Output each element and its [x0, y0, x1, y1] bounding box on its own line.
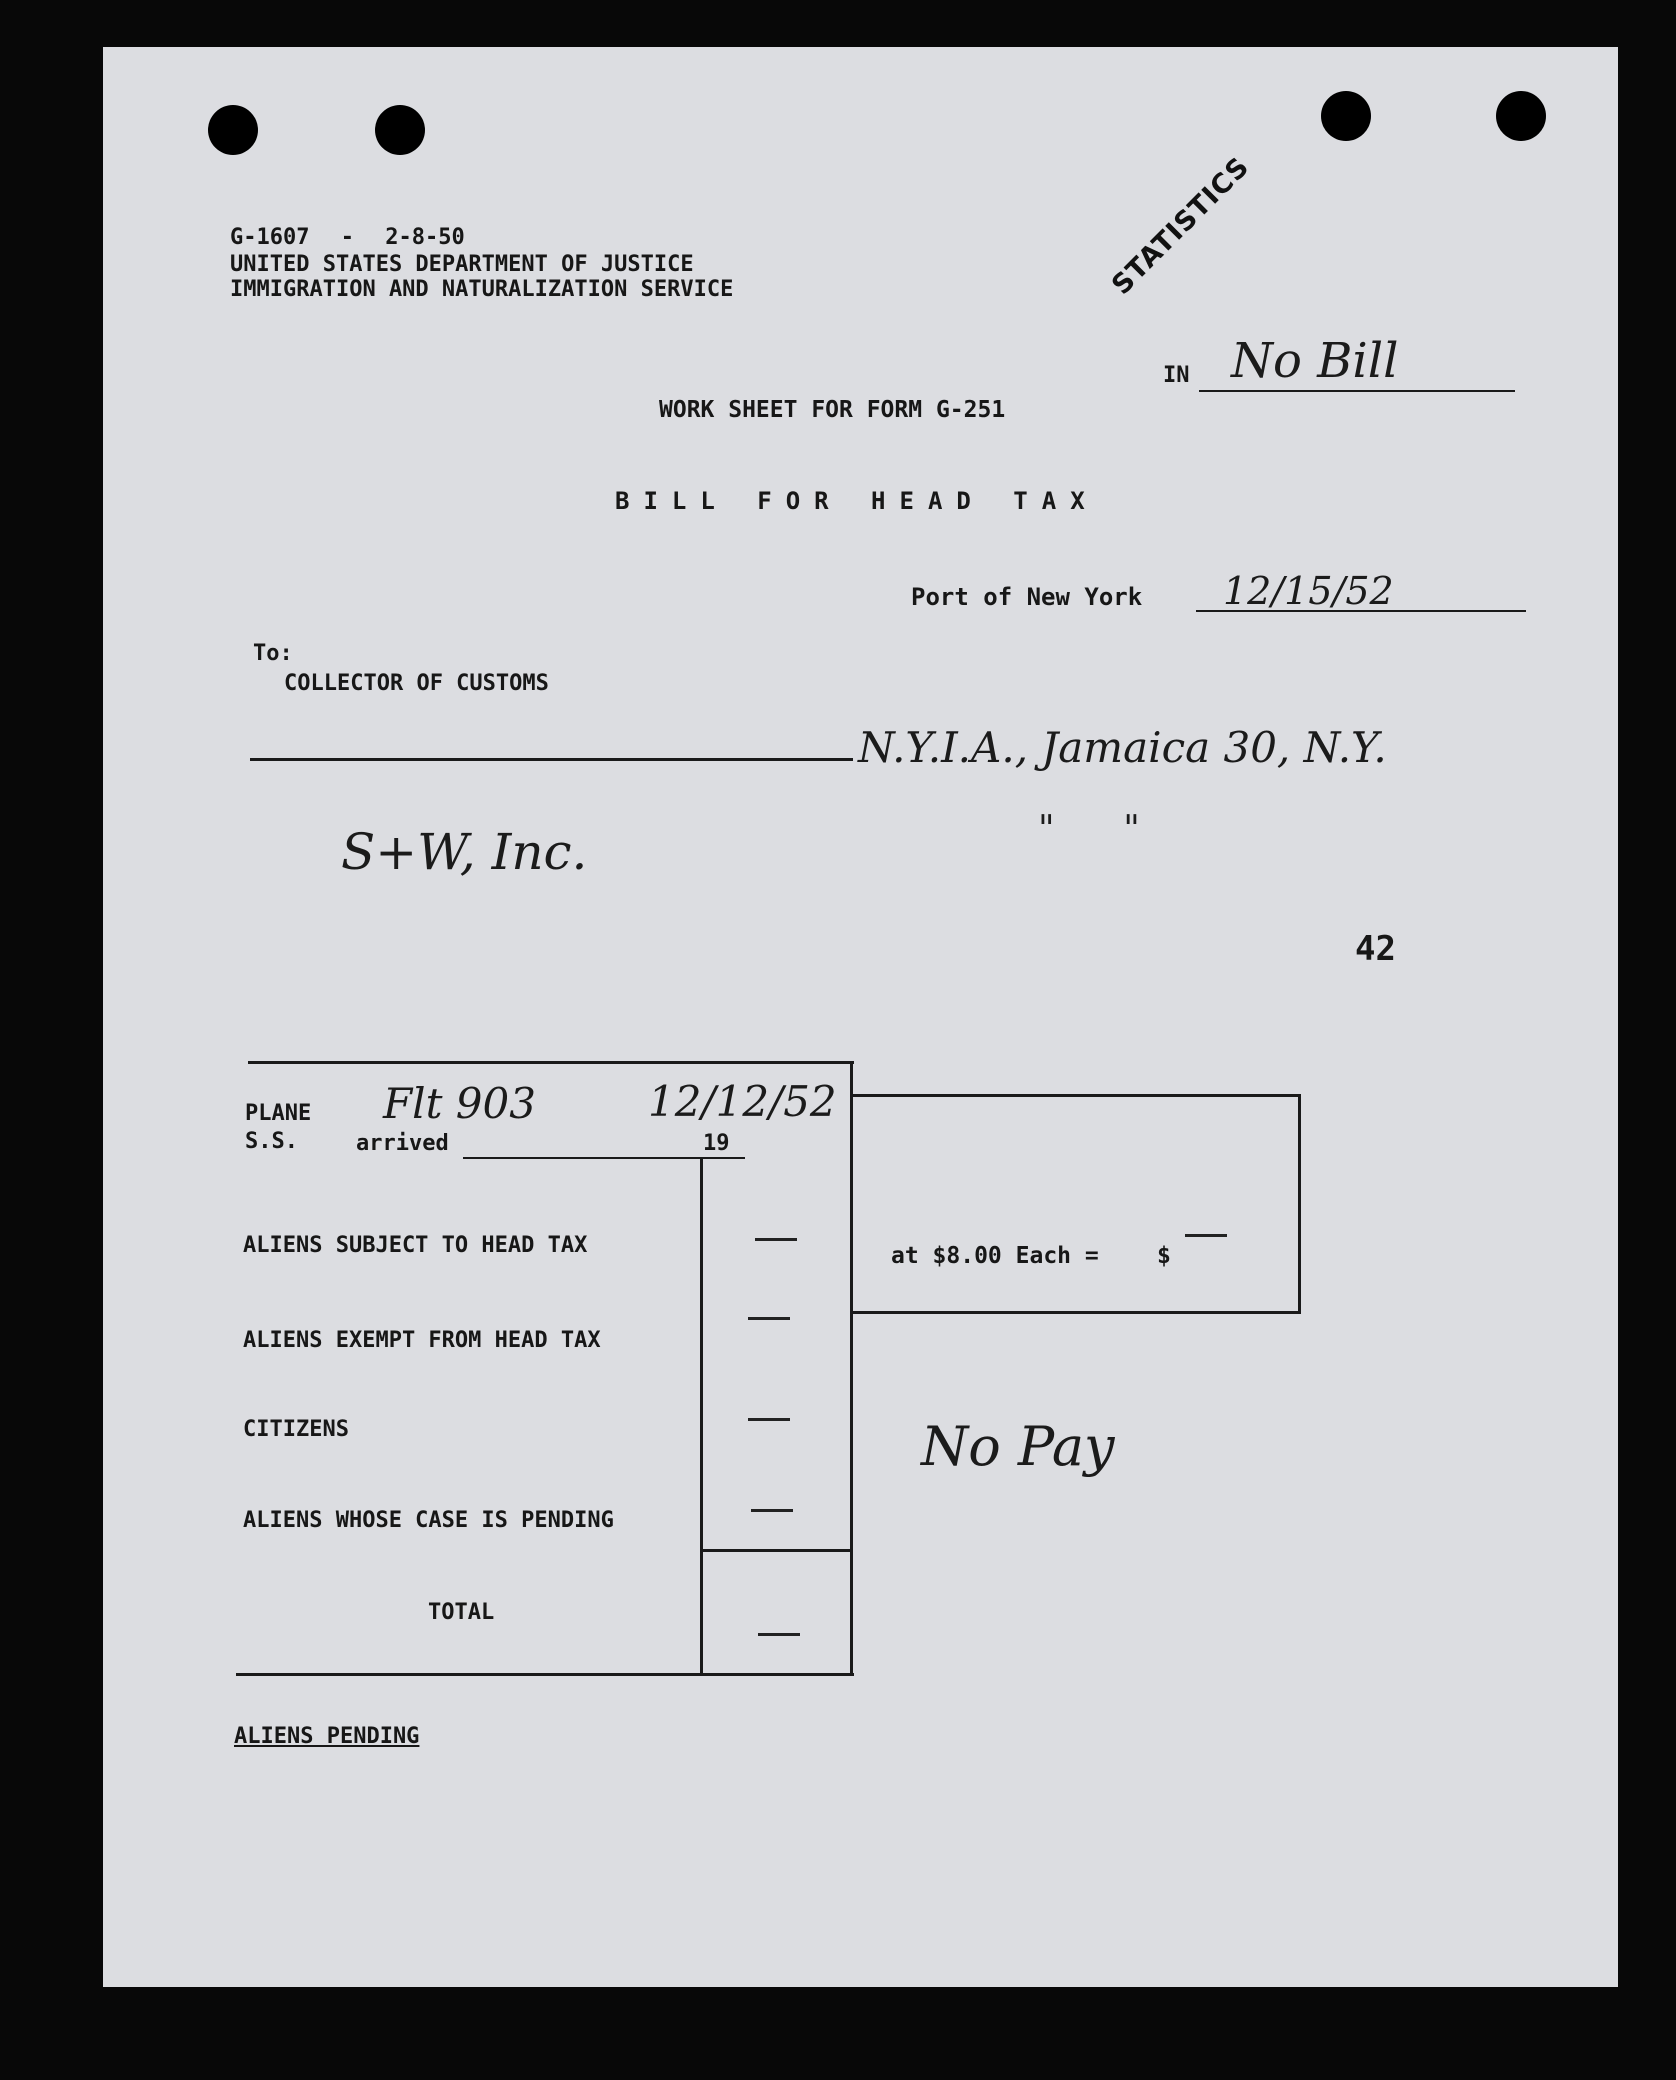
aliens-pending-heading: ALIENS PENDING	[234, 1724, 420, 1749]
port-label: Port of New York	[911, 583, 1143, 611]
to-label: To:	[253, 641, 293, 666]
row-label-aliens-exempt: ALIENS EXEMPT FROM HEAD TAX	[243, 1328, 601, 1353]
service-name: IMMIGRATION AND NATURALIZATION SERVICE	[230, 277, 734, 302]
in-label: IN	[1163, 363, 1190, 388]
form-code: G-1607	[230, 225, 310, 250]
rate-text: at $8.00 Each =	[891, 1243, 1099, 1269]
form-date: 2-8-50	[385, 225, 465, 250]
worksheet-title: WORK SHEET FOR FORM G-251	[659, 397, 1006, 423]
arrival-date-handwritten: 12/12/52	[648, 1077, 837, 1126]
punch-hole	[208, 105, 258, 155]
table-bottom-border	[236, 1673, 854, 1676]
year-prefix: 19	[703, 1131, 730, 1156]
document-page	[103, 47, 1618, 1987]
row-label-aliens-subject: ALIENS SUBJECT TO HEAD TAX	[243, 1233, 588, 1258]
table-right-border	[850, 1061, 853, 1675]
table-top-border	[248, 1061, 854, 1064]
punch-hole	[1496, 91, 1546, 141]
year-underline	[700, 1157, 745, 1159]
plane-label: PLANE	[245, 1101, 312, 1126]
punch-hole	[375, 105, 425, 155]
address-underline	[250, 758, 853, 761]
bill-title: BILL FOR HEAD TAX	[615, 487, 1099, 515]
ss-label: S.S.	[245, 1129, 298, 1154]
ditto-marks: " "	[1038, 809, 1140, 850]
arrived-underline	[463, 1157, 700, 1159]
page-number: 42	[1355, 929, 1396, 969]
total-value	[758, 1633, 800, 1636]
row-value-aliens-pending	[751, 1509, 793, 1512]
company-handwritten: S+W, Inc.	[341, 823, 588, 881]
flight-handwritten: Flt 903	[383, 1079, 536, 1128]
rate-box-bottom	[850, 1311, 1301, 1314]
in-value-handwritten: No Bill	[1231, 333, 1399, 389]
row-value-aliens-exempt	[748, 1317, 790, 1320]
location-handwritten: N.Y.I.A., Jamaica 30, N.Y.	[858, 723, 1387, 772]
rate-amount	[1185, 1234, 1227, 1237]
row-value-citizens	[748, 1418, 790, 1421]
port-date-handwritten: 12/15/52	[1223, 569, 1394, 613]
total-separator	[700, 1549, 853, 1552]
statistics-stamp: STATISTICS	[1106, 151, 1256, 301]
punch-hole	[1321, 91, 1371, 141]
total-label: TOTAL	[428, 1600, 495, 1625]
collector-of-customs: COLLECTOR OF CUSTOMS	[284, 671, 549, 696]
rate-box-right	[1298, 1094, 1301, 1314]
row-value-aliens-subject	[755, 1238, 797, 1241]
rate-box-top	[850, 1094, 1301, 1097]
no-pay-note: No Pay	[921, 1415, 1115, 1478]
form-separator: -	[340, 225, 354, 250]
form-number	[230, 225, 465, 250]
row-label-citizens: CITIZENS	[243, 1417, 349, 1442]
value-column-border	[700, 1157, 703, 1675]
row-label-aliens-pending: ALIENS WHOSE CASE IS PENDING	[243, 1508, 614, 1533]
rate-currency: $	[1157, 1243, 1171, 1269]
department-name: UNITED STATES DEPARTMENT OF JUSTICE	[230, 252, 694, 277]
in-underline	[1199, 390, 1515, 392]
arrived-label: arrived	[356, 1131, 449, 1156]
